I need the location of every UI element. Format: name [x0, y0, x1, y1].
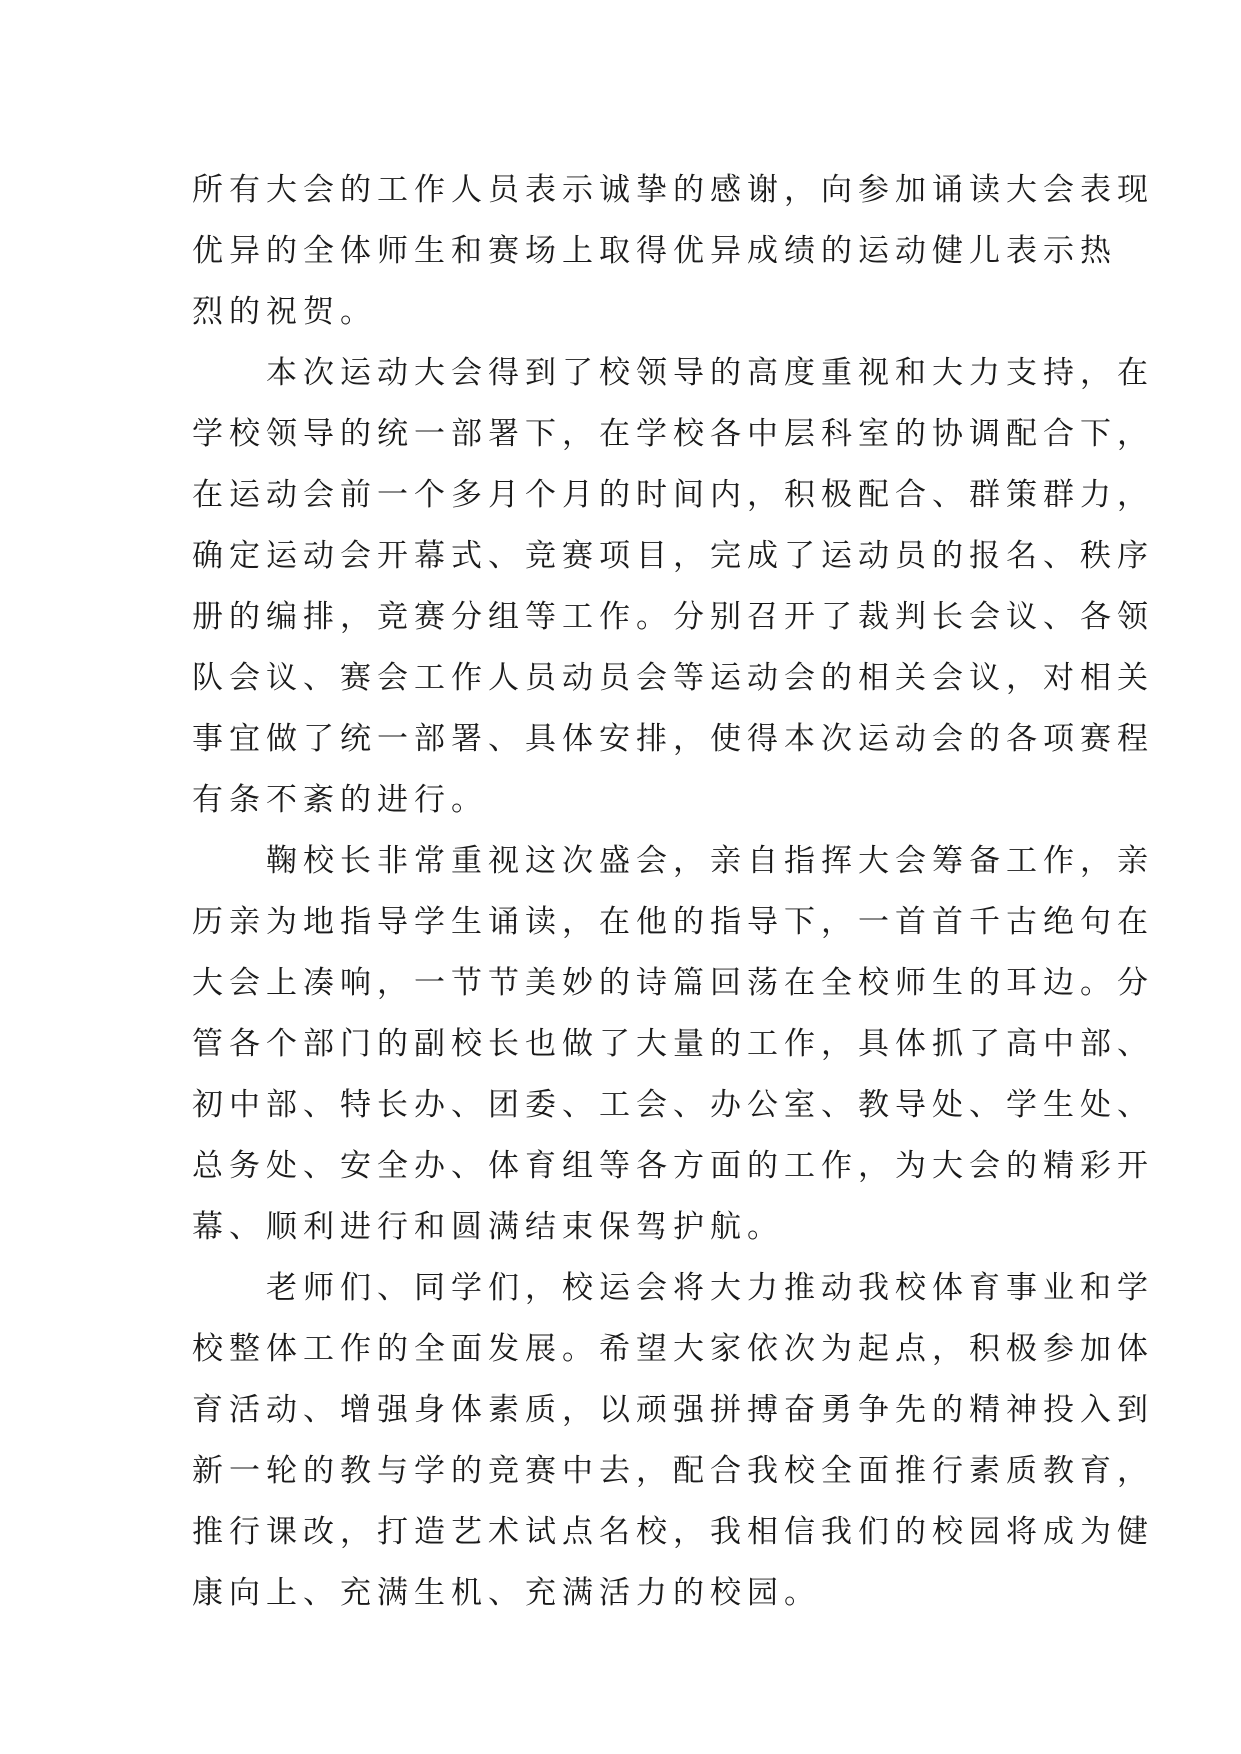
text-line: 管各个部门的副校长也做了大量的工作，具体抓了高中部、 [192, 1026, 1154, 1062]
paragraph-first-line: 本次运动大会得到了校领导的高度重视和大力支持，在 [266, 355, 1154, 391]
text-line: 育活动、增强身体素质，以顽强拼搏奋勇争先的精神投入到 [192, 1392, 1154, 1428]
text-line: 推行课改，打造艺术试点名校，我相信我们的校园将成为健 [192, 1514, 1154, 1550]
text-line: 历亲为地指导学生诵读，在他的指导下，一首首千古绝句在 [192, 904, 1154, 940]
text-line: 康向上、充满生机、充满活力的校园。 [192, 1575, 821, 1611]
text-line: 队会议、赛会工作人员动员会等运动会的相关会议，对相关 [192, 660, 1154, 696]
text-line: 校整体工作的全面发展。希望大家依次为起点，积极参加体 [192, 1331, 1154, 1367]
text-line: 事宜做了统一部署、具体安排，使得本次运动会的各项赛程 [192, 721, 1154, 757]
paragraph-first-line: 鞠校长非常重视这次盛会，亲自指挥大会筹备工作，亲 [266, 843, 1154, 879]
text-line: 总务处、安全办、体育组等各方面的工作，为大会的精彩开 [192, 1148, 1154, 1184]
text-line: 初中部、特长办、团委、工会、办公室、教导处、学生处、 [192, 1087, 1154, 1123]
text-line: 大会上凑响，一节节美妙的诗篇回荡在全校师生的耳边。分 [192, 965, 1154, 1001]
paragraph-first-line: 老师们、同学们，校运会将大力推动我校体育事业和学 [266, 1270, 1154, 1306]
text-line: 幕、顺利进行和圆满结束保驾护航。 [192, 1209, 784, 1245]
document-body [192, 160, 1154, 1624]
text-line: 在运动会前一个多月个月的时间内，积极配合、群策群力， [192, 477, 1154, 513]
text-line: 烈的祝贺。 [192, 294, 377, 330]
text-line: 确定运动会开幕式、竞赛项目，完成了运动员的报名、秩序 [192, 538, 1154, 574]
text-line: 优异的全体师生和赛场上取得优异成绩的运动健儿表示热 [192, 233, 1117, 269]
text-line: 新一轮的教与学的竞赛中去，配合我校全面推行素质教育， [192, 1453, 1154, 1489]
text-line: 所有大会的工作人员表示诚挚的感谢，向参加诵读大会表现 [192, 172, 1154, 208]
text-line: 册的编排，竞赛分组等工作。分别召开了裁判长会议、各领 [192, 599, 1154, 635]
text-line: 有条不紊的进行。 [192, 782, 488, 818]
text-line: 学校领导的统一部署下，在学校各中层科室的协调配合下， [192, 416, 1154, 452]
